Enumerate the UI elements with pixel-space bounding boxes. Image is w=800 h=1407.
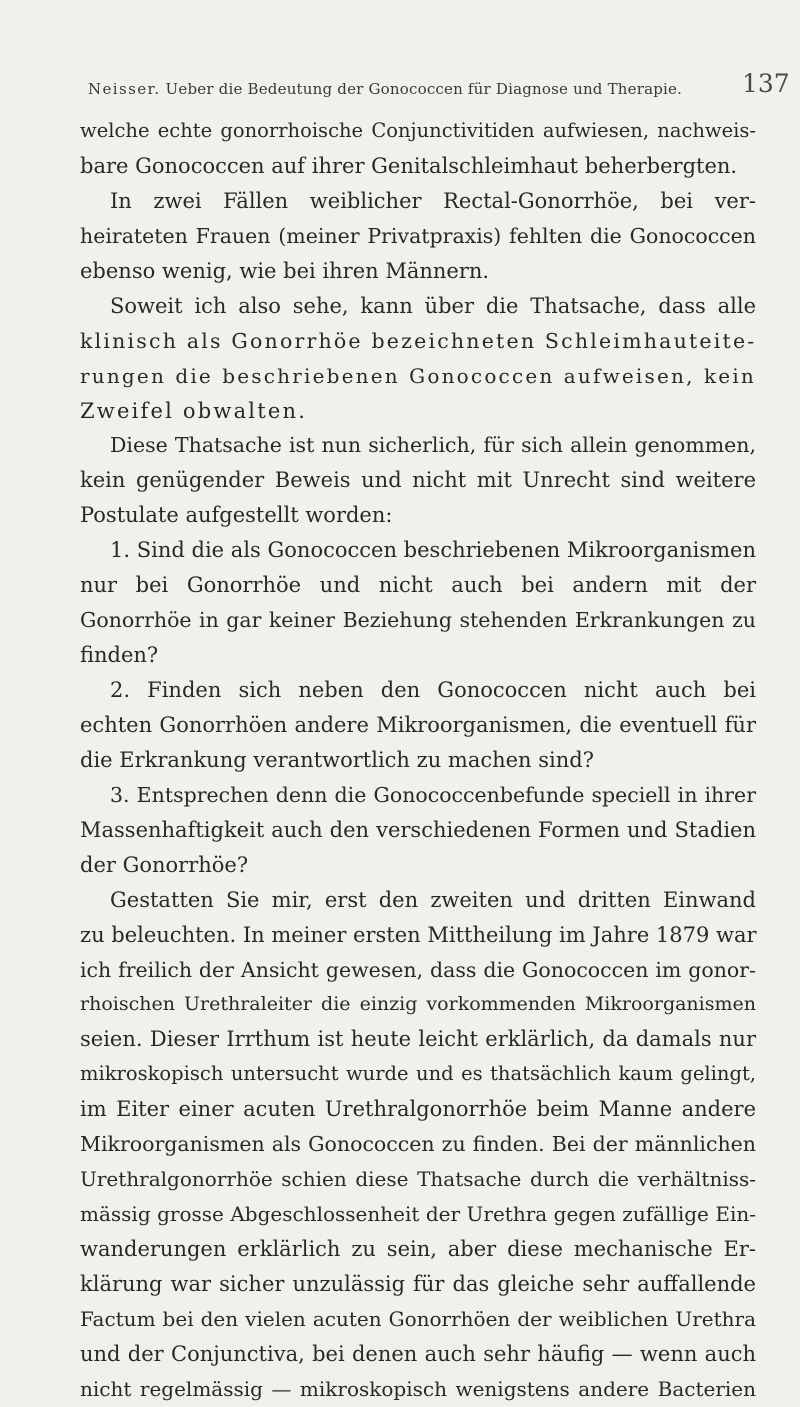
text-line: ebenso wenig, wie bei ihren Männern.	[80, 258, 490, 283]
text-line: heirateten Frauen (meiner Privatpraxis) fehlten die Gonococcen	[80, 223, 756, 248]
running-head	[88, 80, 738, 98]
text-line: ich freilich der Ansicht gewesen, dass die Gonococcen im gonor-	[80, 957, 756, 982]
text-line: Mikroorganismen als Gonococcen zu finden. Bei der männlichen	[80, 1132, 756, 1157]
text-line: im Eiter einer acuten Urethralgonorrhöe beim Manne andere	[80, 1097, 756, 1122]
text-line: rhoischen Urethraleiter die einzig vorkommenden Mikroorganismen	[80, 993, 756, 1016]
running-head-title: Ueber die Bedeutung der Gonococcen für Diagnose und Therapie.	[165, 80, 683, 98]
text-line: 1. Sind die als Gonococcen beschriebenen Mikroorganismen	[110, 538, 756, 563]
text-line: welche echte gonorrhoische Conjunctivitiden aufwiesen, nachweis-	[80, 119, 756, 142]
text-line: der Gonorrhöe?	[80, 852, 249, 877]
text-line: Diese Thatsache ist nun sicherlich, für sich allein genommen,	[110, 433, 756, 458]
text-line: Gonorrhöe in gar keiner Beziehung stehenden Erkrankungen zu	[80, 608, 756, 633]
text-line: echten Gonorrhöen andere Mikroorganismen, die eventuell für	[80, 712, 756, 737]
text-line: Factum bei den vielen acuten Gonorrhöen der weiblichen Urethra	[80, 1306, 756, 1331]
text-line: Soweit ich also sehe, kann über die Thatsache, dass alle	[110, 293, 756, 318]
text-line: die Erkrankung verantwortlich zu machen sind?	[80, 747, 594, 772]
text-line: nicht regelmässig — mikroskopisch wenigstens andere Bacterien	[80, 1376, 756, 1401]
text-line: Zweifel obwalten.	[80, 398, 308, 423]
text-line: mässig grosse Abgeschlossenheit der Urethra gegen zufällige Ein-	[80, 1202, 756, 1227]
text-line: finden?	[80, 643, 159, 668]
text-line: seien. Dieser Irrthum ist heute leicht erklärlich, da damals nur	[80, 1027, 756, 1052]
text-line: rungen die beschriebenen Gonococcen aufweisen, kein	[80, 363, 756, 388]
text-line: mikroskopisch untersucht wurde und es thatsächlich kaum gelingt,	[80, 1062, 756, 1086]
text-line: 2. Finden sich neben den Gonococcen nicht auch bei	[110, 678, 756, 702]
text-line: klärung war sicher unzulässig für das gleiche sehr auffallende	[80, 1271, 756, 1296]
text-line: Postulate aufgestellt worden:	[80, 503, 393, 528]
text-line: In zwei Fällen weiblicher Rectal-Gonorrhöe, bei ver-	[110, 188, 756, 213]
text-line: Massenhaftigkeit auch den verschiedenen Formen und Stadien	[80, 817, 756, 842]
body-text	[80, 114, 756, 1407]
text-line: nur bei Gonorrhöe und nicht auch bei andern mit der	[80, 573, 756, 598]
text-line: und der Conjunctiva, bei denen auch sehr häufig — wenn auch	[80, 1341, 756, 1366]
text-line: wanderungen erklärlich zu sein, aber diese mechanische Er-	[80, 1237, 756, 1261]
text-line: kein genügender Beweis und nicht mit Unrecht sind weitere	[80, 468, 756, 493]
text-line: 3. Entsprechen denn die Gonococcenbefunde speciell in ihrer	[110, 782, 756, 807]
text-line: bare Gonococcen auf ihrer Genitalschleimhaut beherbergten.	[80, 153, 738, 178]
page-number: 137	[742, 69, 790, 98]
running-head-author: Neisser.	[88, 80, 161, 98]
text-line: Gestatten Sie mir, erst den zweiten und dritten Einwand	[110, 887, 756, 912]
text-line: zu beleuchten. In meiner ersten Mittheilung im Jahre 1879 war	[80, 922, 757, 947]
text-line: Urethralgonorrhöe schien diese Thatsache durch die verhältniss-	[80, 1167, 756, 1192]
text-line: klinisch als Gonorrhöe bezeichneten Schleimhauteite-	[80, 328, 757, 353]
